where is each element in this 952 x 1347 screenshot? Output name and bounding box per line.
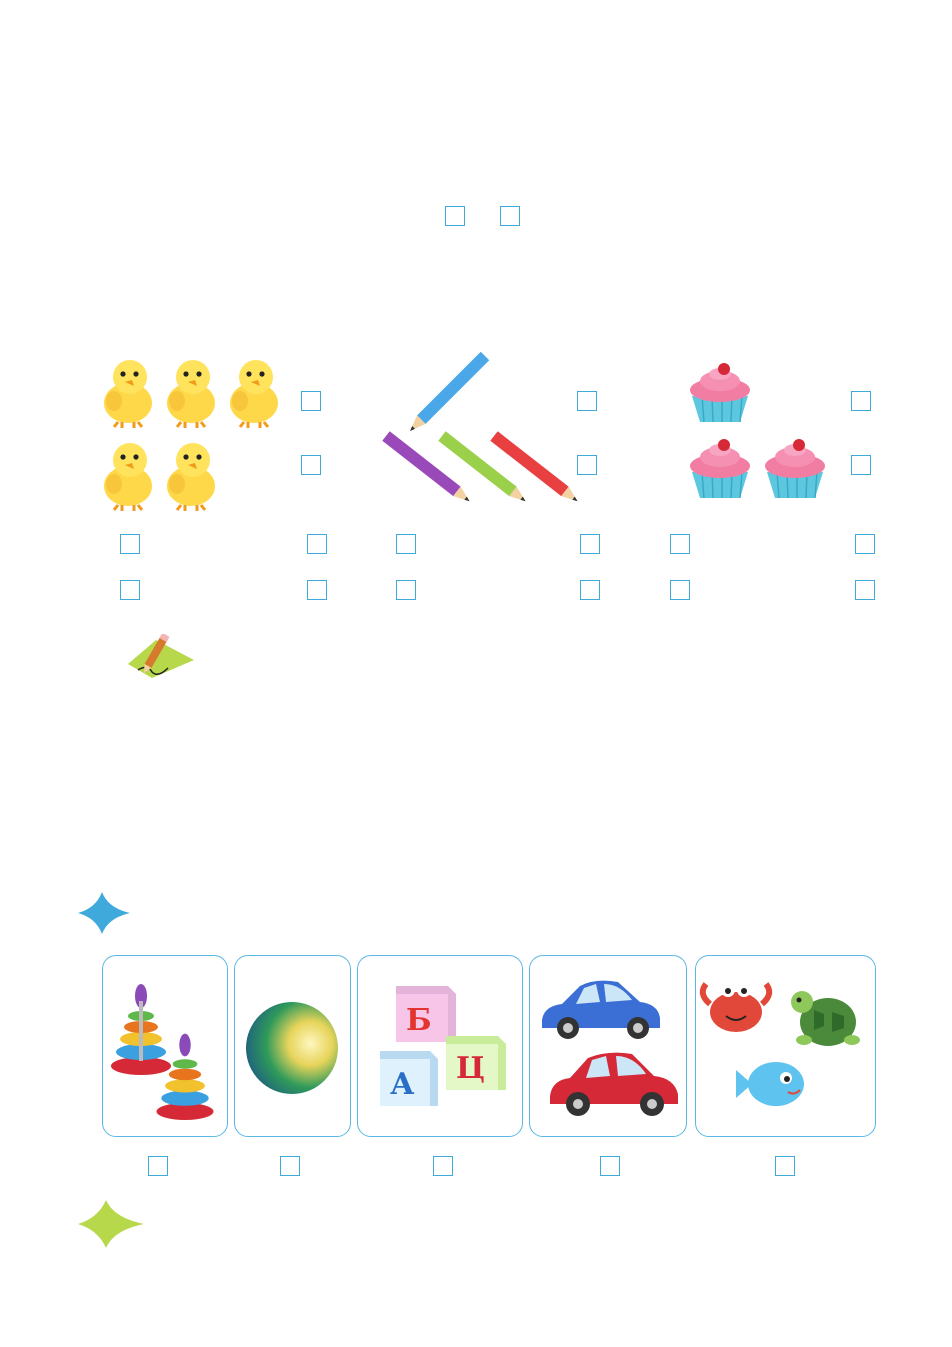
cupcakes-top-box[interactable] <box>851 391 871 411</box>
task1-question <box>100 141 110 167</box>
cmp2-right-box[interactable] <box>307 580 327 600</box>
croissants-right <box>585 180 845 270</box>
cmp4-left-box[interactable] <box>396 580 416 600</box>
toy-card-blocks <box>357 955 523 1137</box>
croissants-left <box>145 180 405 270</box>
cmp1-right-box[interactable] <box>307 534 327 554</box>
cupcakes-illustration <box>685 360 835 510</box>
cmp6-right-box[interactable] <box>855 580 875 600</box>
toy-answer-box-1[interactable] <box>148 1156 168 1176</box>
toy-answer-box-3[interactable] <box>433 1156 453 1176</box>
cmp5-left-box[interactable] <box>670 534 690 554</box>
task1-answer-left-box[interactable] <box>445 206 465 226</box>
cmp2-left-box[interactable] <box>120 580 140 600</box>
car-icon <box>530 956 686 1136</box>
pencils-top-box[interactable] <box>577 391 597 411</box>
cmp5-right-box[interactable] <box>855 534 875 554</box>
cmp6-left-box[interactable] <box>670 580 690 600</box>
pencil-writing-icon <box>126 634 196 680</box>
svg-text:Ц: Ц <box>456 1051 485 1086</box>
svg-text:А: А <box>390 1067 415 1102</box>
task2-question <box>100 308 110 334</box>
cmp3-left-box[interactable] <box>396 534 416 554</box>
pencils-illustration <box>380 348 580 508</box>
chicks-illustration <box>95 350 295 515</box>
ring-pyramid-icon <box>103 956 227 1136</box>
cmp1-left-box[interactable] <box>120 534 140 554</box>
toy-answer-box-4[interactable] <box>600 1156 620 1176</box>
cmp4-right-box[interactable] <box>580 580 600 600</box>
toy-card-ball <box>234 955 351 1137</box>
page-number-badge <box>76 1198 146 1250</box>
toy-card-pyramids <box>102 955 228 1137</box>
toy-card-sea-animals <box>695 955 876 1137</box>
svg-text:Б: Б <box>406 1003 432 1038</box>
diamond-marker-icon <box>76 890 132 936</box>
toy-answer-box-2[interactable] <box>280 1156 300 1176</box>
task1-answer-right-box[interactable] <box>500 206 520 226</box>
chicks-bottom-box[interactable] <box>301 455 321 475</box>
sea-animals-icon <box>696 956 875 1136</box>
toy-card-cars <box>529 955 687 1137</box>
writing-grid <box>100 687 876 850</box>
pencils-bottom-box[interactable] <box>577 455 597 475</box>
chicks-top-box[interactable] <box>301 391 321 411</box>
cmp3-right-box[interactable] <box>580 534 600 554</box>
ball-icon <box>235 956 350 1136</box>
cupcakes-bottom-box[interactable] <box>851 455 871 475</box>
toy-answer-box-5[interactable] <box>775 1156 795 1176</box>
letter-blocks-icon <box>358 956 522 1136</box>
